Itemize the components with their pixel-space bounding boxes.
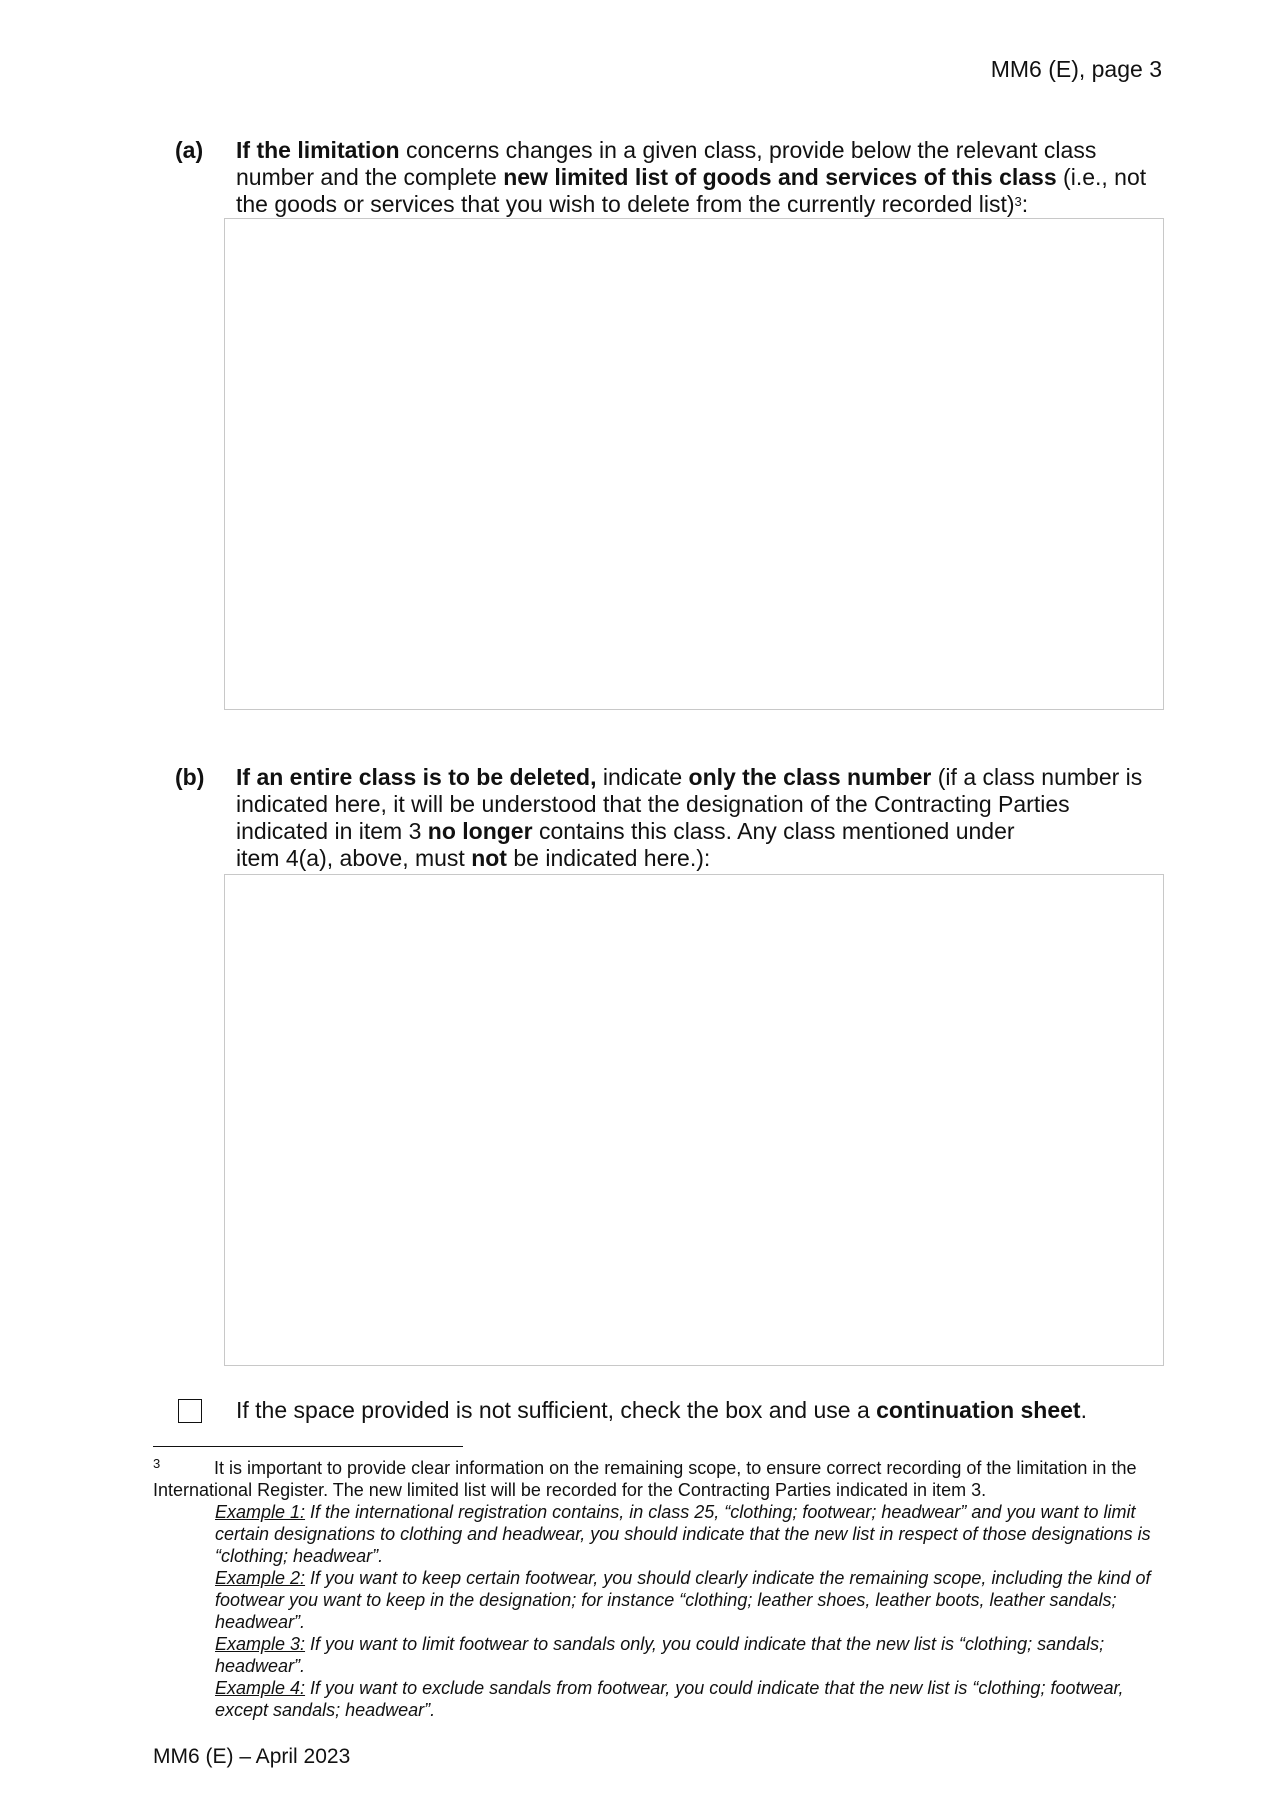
continuation-checkbox[interactable] [178,1399,202,1423]
section-b-bold-3: no longer [427,818,533,844]
footnote-example-3: Example 3: If you want to limit footwear to sandals only, you could indicate that the new list is “clothing; sandals; headwear”. [215,1634,1105,1676]
section-a-instructions: If the limitation concerns changes in a given class, provide below the relevant class number and the complete new limited list of goods and services of this class (i.e., not the goods or services that you wish to delete from the currently recorded list)$^3$: [236,137,1147,217]
footnote-example-1: Example 1: If the international registration contains, in class 25, “clothing; footwear; headwear” and you want to limit certain designations to clothing and headwear, you should indicate that the new list in respect of those designations is “clothing; headwear”. [215,1502,1151,1566]
continuation-sheet-bold: continuation sheet [876,1397,1081,1423]
footnote-intro: It is important to provide clear information on the remaining scope, to ensure correct recording of the limitation in the International Register. The new limited list will be recorded for the Contracting Parties indicated in item 3. [153,1458,1137,1500]
footnote-separator [153,1446,463,1447]
section-a-bold-1: If the limitation [236,137,400,163]
footnote-example-4: Example 4: If you want to exclude sandals from footwear, you could indicate that the new list is “clothing; footwear, except sandals; headwear”. [215,1678,1124,1720]
limited-list-textbox[interactable] [224,218,1164,710]
footnote-number: 3 [153,1456,161,1471]
footnote-ref-3[interactable]: 3 [1014,194,1022,209]
section-a-bold-2: new limited list of goods and services of this class [503,164,1057,190]
deleted-class-textbox[interactable] [224,874,1164,1366]
section-a-label: (a) [175,137,204,163]
section-b-bold-4: not [471,845,507,871]
footnote-example-2: Example 2: If you want to keep certain footwear, you should clearly indicate the remaining scope, including the kind of footwear you want to keep in the designation; for instance “clothing; leather shoes, leather boots, leather sandals; headwear”. [215,1568,1151,1632]
page-footer: MM6 (E) – April 2023 [153,1745,351,1768]
section-b-label: (b) [175,764,205,790]
continuation-label: If the space provided is not sufficient, check the box and use a continuation sheet. [236,1397,1087,1423]
section-b-instructions: If an entire class is to be deleted, indicate only the class number (if a class number is indicated here, it will be understood that the designation of the Contracting Parties indicated in item 3 no longer contains this class. Any class mentioned under item 4(a), above, must not be indicated here.): [236,764,1143,871]
section-b-bold-2: only the class number [688,764,932,790]
section-b-bold-1: If an entire class is to be deleted, [236,764,597,790]
footnote-3 [153,1457,1165,1721]
page-header: MM6 (E), page 3 [990,56,1162,82]
